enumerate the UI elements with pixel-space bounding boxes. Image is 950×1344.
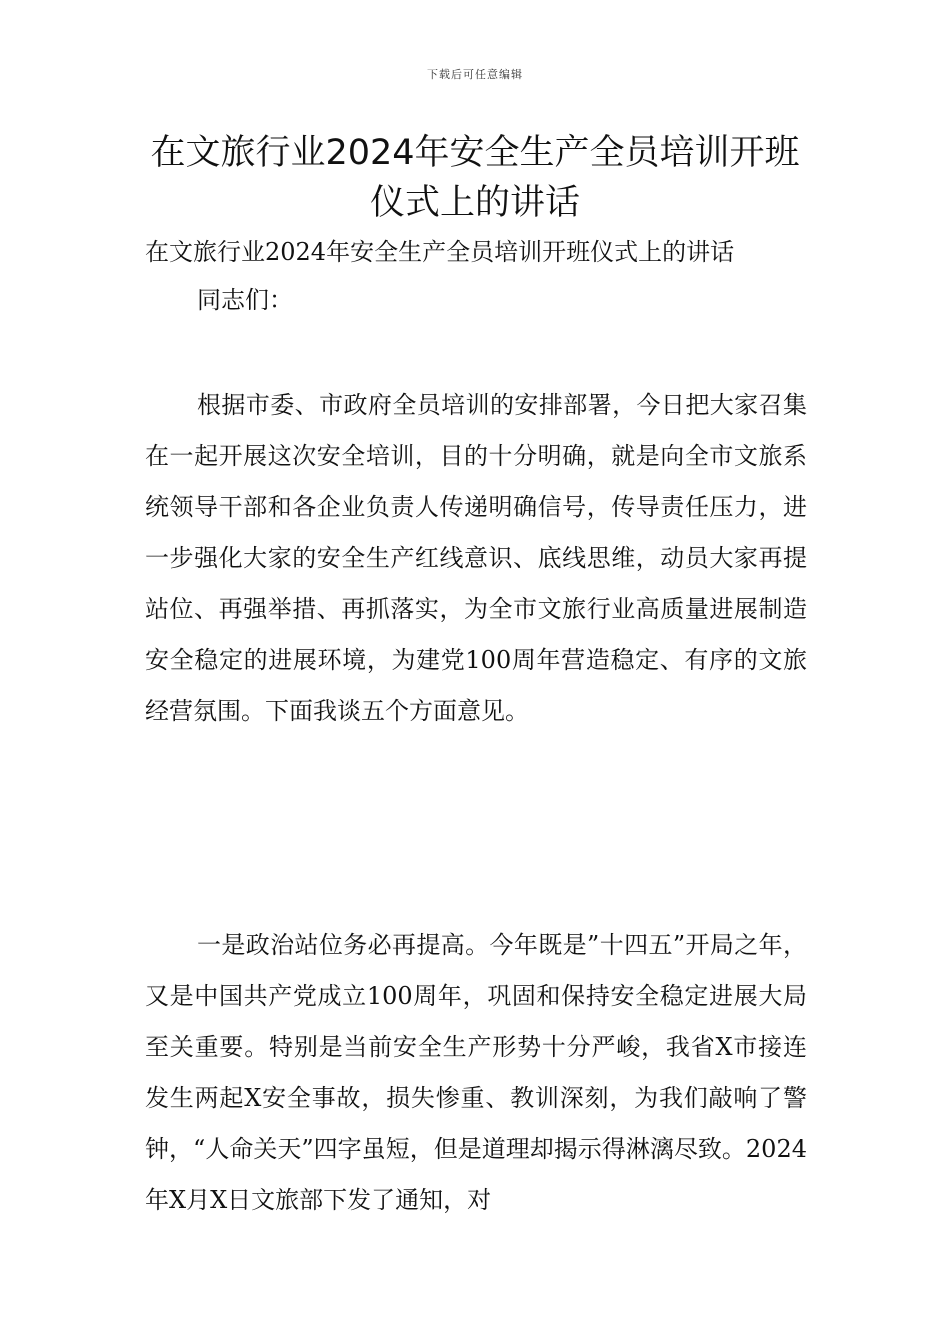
- paragraph-1: 根据市委、市政府全员培训的安排部署，今日把大家召集在一起开展这次安全培训，目的十分明确，就是向全市文旅系统领导干部和各企业负责人传递明确信号，传导责任压力，进一步强化大家的安全生产红线意识、底线思维，动员大家再提站位、再强举措、再抓落实，为全市文旅行业高质量进展制造安全稳定的进展环境，为建党100周年营造稳定、有序的文旅经营氛围。下面我谈五个方面意见。: [145, 391, 807, 725]
- paragraph-2: 一是政治站位务必再提高。今年既是”十四五”开局之年，又是中国共产党成立100周年，巩固和保持安全稳定进展大局至关重要。特别是当前安全生产形势十分严峻，我省X市接连发生两起X安全事故，损失惨重、教训深刻，为我们敲响了警钟，“人命关天”四字虽短，但是道理却揭示得淋漓尽致。2024年X月X日文旅部下发了通知，对: [145, 931, 807, 1214]
- document-subtitle: 在文旅行业2024年安全生产全员培训开班仪式上的讲话: [145, 238, 735, 266]
- salutation: 同志们：: [197, 286, 293, 314]
- document-title: 在文旅行业2024年安全生产全员培训开班仪式上的讲话: [150, 133, 800, 223]
- header-note: 下载后可任意编辑: [427, 68, 523, 81]
